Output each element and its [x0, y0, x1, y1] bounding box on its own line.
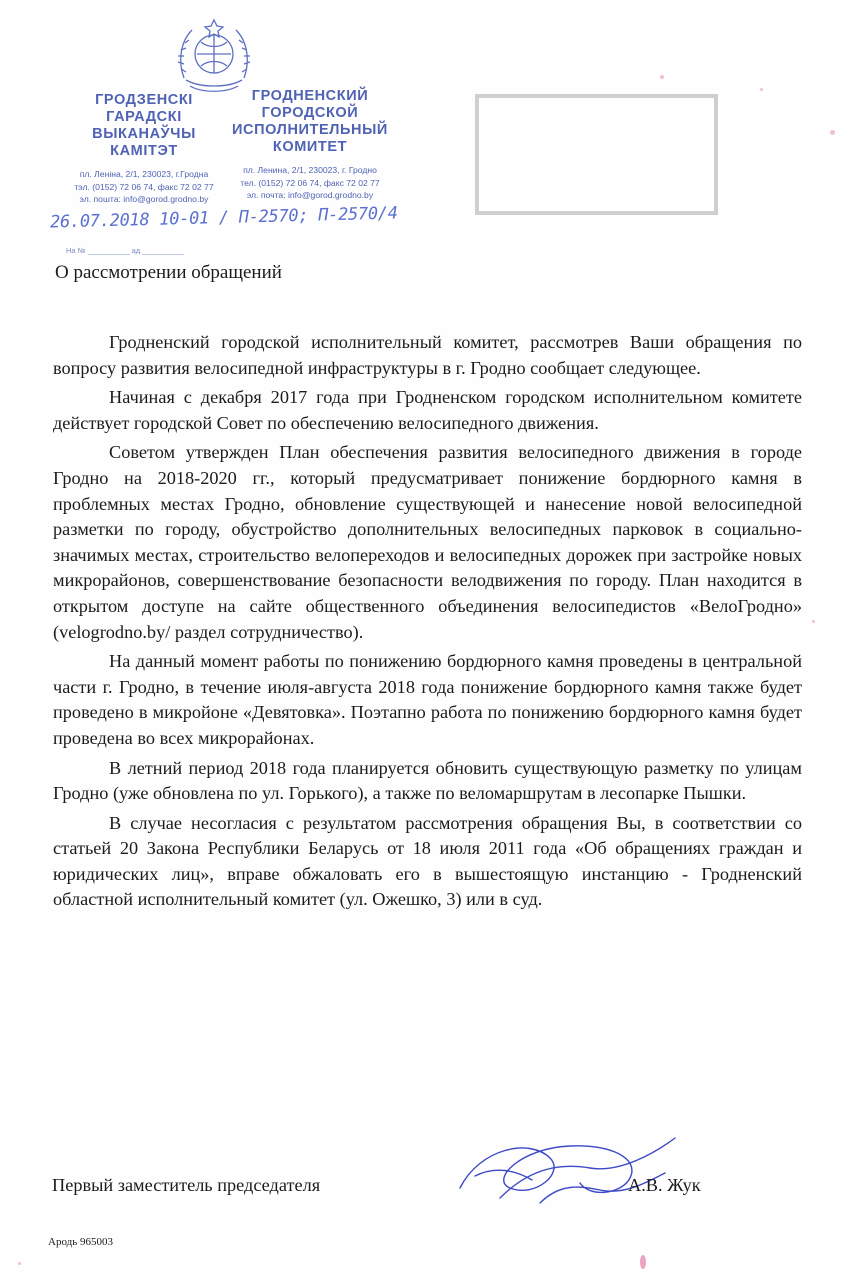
signer-name: А.В. Жук: [628, 1175, 701, 1195]
org-email-line: эл. пошта: info@gorod.grodno.by: [79, 194, 209, 204]
org-name-line: ГРОДНЕНСКИЙ: [251, 88, 369, 104]
signature-icon: [440, 1128, 700, 1218]
ink-stain: [830, 130, 835, 135]
ink-stain: [18, 1262, 21, 1265]
body-paragraph: В случае несогласия с результатом рассмотрения обращения Вы, в соответствии со статьей 20 Закона Республики Беларусь от 18 июля 2011 года «Об обращениях граждан и юридических лиц», вправе обжаловать его в вышестоящую инстанцию - Гродненский областной исполнительный комитет (ул. Ожешко, 3) или в суд.: [53, 812, 802, 910]
signer-title: Первый заместитель председателя: [52, 1175, 321, 1195]
redacted-address-box: [475, 94, 718, 215]
print-code: Ародь 965003: [48, 1236, 113, 1248]
org-phone-line: тел. (0152) 72 06 74, факс 72 02 77: [240, 177, 380, 188]
org-name-line: КОМИТЕТ: [272, 139, 348, 155]
state-emblem-icon: [172, 16, 256, 96]
letter-subject: О рассмотрении обращений: [55, 262, 282, 283]
letter-body: [53, 330, 802, 917]
ink-stain: [812, 620, 815, 623]
org-email-line: эл. почта: info@gorod.grodno.by: [246, 190, 374, 200]
body-paragraph: Советом утвержден План обеспечения развития велосипедного движения в городе Гродно на 2018-2020 гг., который предусматривает понижение бордюрного камня в проблемных местах Гродно, обновление существующей и нанесение новой велосипедной разметки по городу, обустройство дополнительных велосипедных парковок в социально-значимых местах, строительство велопереходов и велосипедных дорожек при застройке новых микрорайонов, совершенствование безопасности велодвижения по городу. План находится в открытом доступе на сайте общественного объединения велосипедистов «ВелоГродно» (velogrodno.by/ раздел сотрудничество).: [53, 442, 802, 642]
org-phone-line: тэл. (0152) 72 06 74, факс 72 02 77: [74, 181, 214, 192]
org-name-line: ГРОДЗЕНСКІ: [95, 92, 193, 108]
org-name-line: ГАРАДСКІ: [106, 109, 182, 125]
ink-stain: [760, 88, 763, 91]
org-name-line: ГОРОДСКОЙ: [261, 105, 359, 121]
body-paragraph: Гродненский городской исполнительный комитет, рассмотрев Ваши обращения по вопросу развития велосипедной инфраструктуры в г. Гродно сообщает следующее.: [53, 332, 802, 378]
org-address-line: пл. Леніна, 2/1, 230023, г.Гродна: [79, 169, 209, 179]
org-name-line: ИСПОЛНИТЕЛЬНЫЙ: [232, 122, 388, 138]
header-org-belarusian: [58, 92, 230, 206]
reference-number-line: На № __________ ад __________: [66, 246, 184, 255]
ink-stain: [660, 75, 664, 79]
header-org-russian: [222, 88, 398, 202]
registration-number-handwritten: 26.07.2018 10-01 / П-2570; П-2570/4: [49, 203, 398, 233]
body-paragraph: Начиная с декабря 2017 года при Гродненском городском исполнительном комитете действует городской Совет по обеспечению велосипедного движения.: [53, 387, 802, 433]
body-paragraph: В летний период 2018 года планируется обновить существующую разметку по улицам Гродно (уже обновлена по ул. Горького), а также по веломаршрутам в лесопарке Пышки.: [53, 757, 802, 804]
org-address-line: пл. Ленина, 2/1, 230023, г. Гродно: [243, 165, 377, 175]
body-paragraph: На данный момент работы по понижению бордюрного камня проведены в центральной части г. Гродно, в течение июля-августа 2018 года понижение бордюрного камня также будет проведено в микройоне «Девятовка». Поэтапно работа по понижению бордюрного камня будет проведена во всех микрорайонах.: [53, 651, 802, 748]
ink-stain: [640, 1255, 646, 1269]
org-name-line: ВЫКАНАЎЧЫ: [92, 126, 196, 142]
org-name-line: КАМІТЭТ: [110, 143, 178, 159]
